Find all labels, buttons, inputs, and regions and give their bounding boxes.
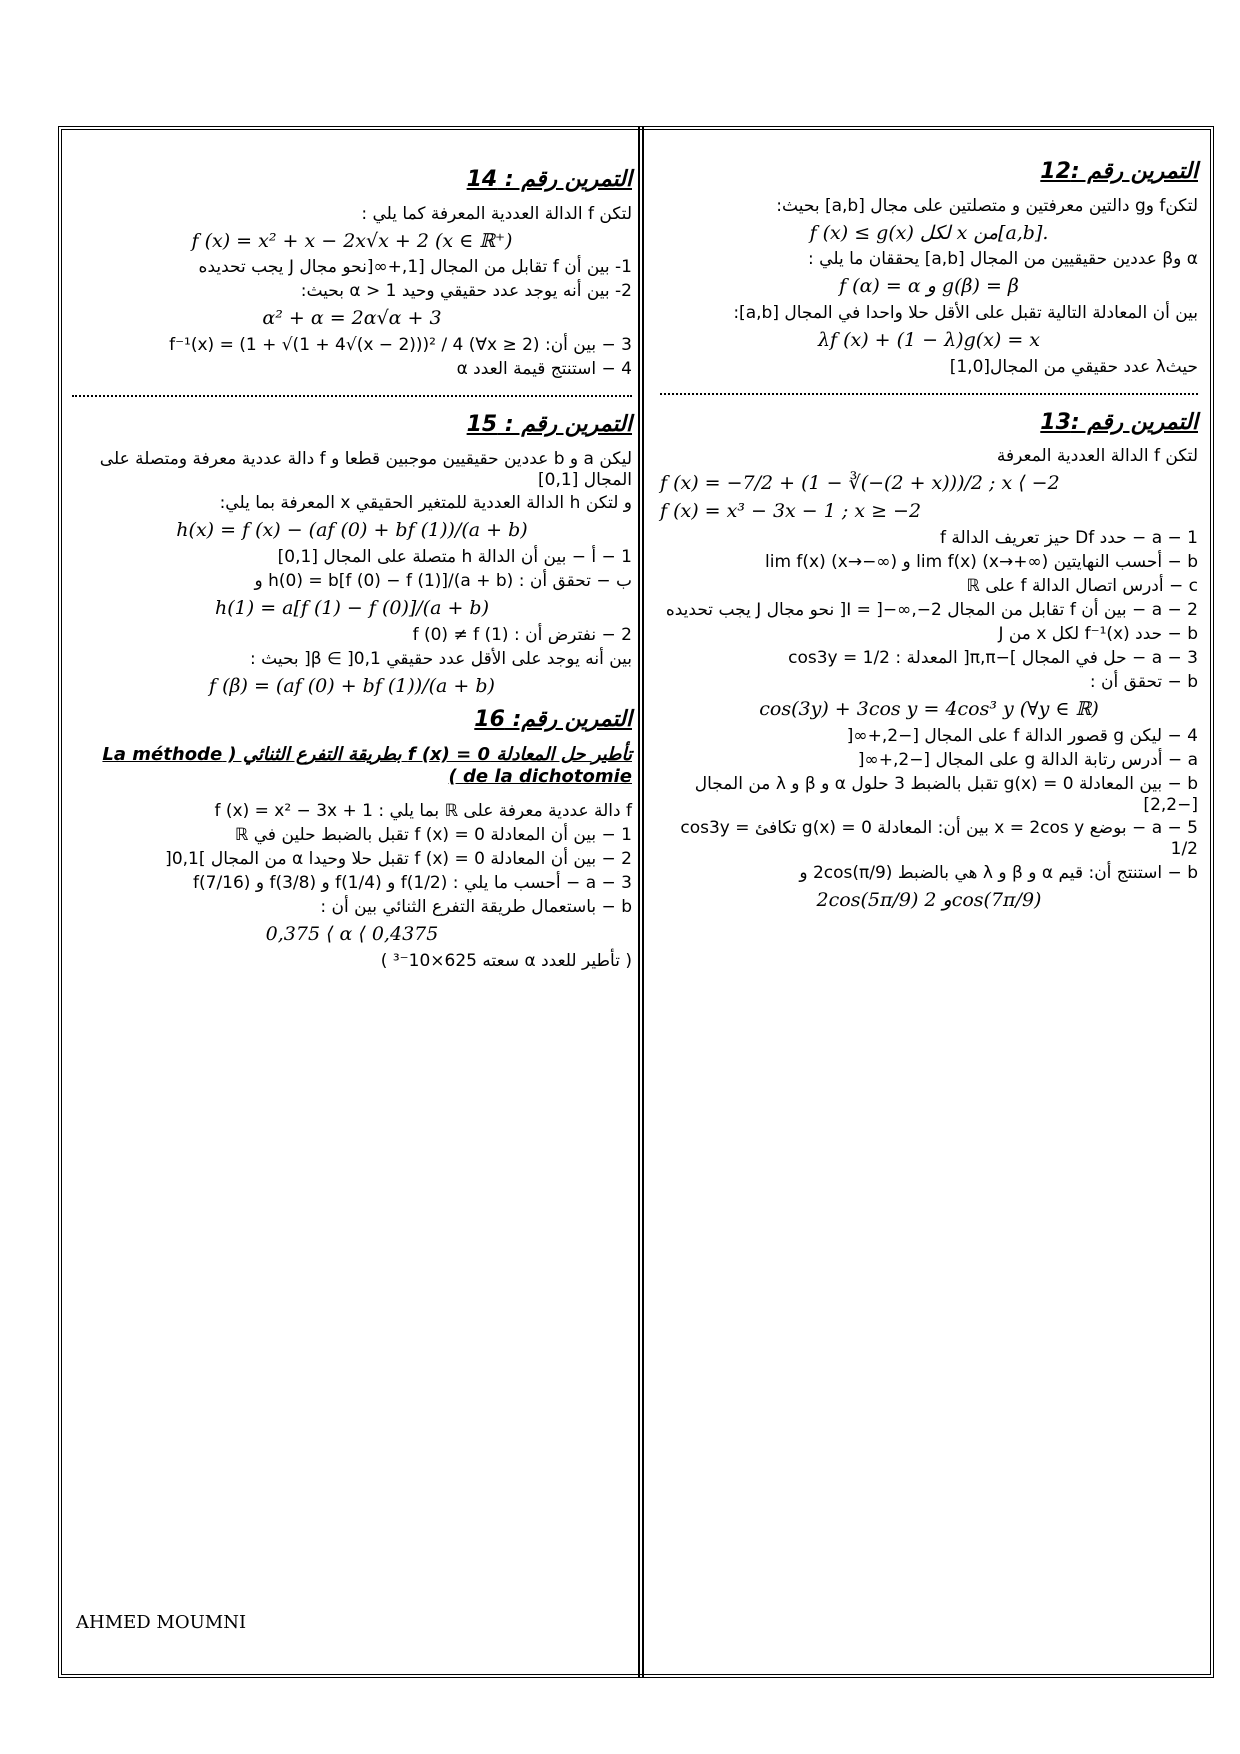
ex13-line: c − أدرس اتصال الدالة f على ℝ: [966, 575, 1198, 596]
ex14-line: 2- بين أنه يوجد عدد حقيقي وحيد α > 1 بحيث:: [300, 281, 632, 302]
ex13-line: f (x) = −7/2 + (1 − ∛(−(2 + x)))/2 ; x ⟨ −2: [660, 472, 1060, 495]
ex14-line: 4 − استنتج قيمة العدد α: [456, 359, 632, 379]
ex15-line: ليكن a و b عددين حقيقيين موجبين قطعا و f دالة عددية معرفة ومتصلة على المجال [0,1]: [99, 448, 632, 490]
ex12-line: λf (x) + (1 − λ)g(x) = x: [817, 329, 1041, 351]
ex13-line: 4 − ليكن g قصور الدالة f على المجال [−2,+∞[: [846, 725, 1198, 746]
ex13-line: b − بين المعادلة g(x) = 0 تقبل بالضبط 3 حلول α و β و λ من المجال [−2,2]: [694, 773, 1198, 815]
ex12-line: بين أن المعادلة التالية تقبل على الأقل حلا واحدا في المجال [a,b]:: [733, 303, 1198, 323]
ex16-line: ( تأطير للعدد α سعته 625×10⁻³ ): [380, 950, 632, 971]
ex13-line: cos(3y) + 3cos y = 4cos³ y (∀y ∈ ℝ): [759, 697, 1099, 720]
ex15-line: 1 − أ − بين أن الدالة h متصلة على المجال [0,1]: [277, 546, 632, 567]
ex15-line: 2 − نفترض أن : f (0) ≠ f (1): [412, 624, 632, 645]
exercise-12-title: التمرين رقم :12: [1040, 159, 1198, 184]
ex16-heading: تأطير حل المعادلة f (x) = 0 بطريقة التفرع الثنائي ( La méthode de la dichotomie ): [102, 743, 632, 788]
ex15-line: h(x) = f (x) − (af (0) + bf (1))/(a + b): [176, 519, 528, 541]
ex16-line: b − باستعمال طريقة التفرع الثنائي بين أن :: [320, 896, 632, 917]
ex12-line: f (α) = α و g(β) = β: [839, 275, 1019, 298]
ex15-line: ب − تحقق أن : h(0) = b[f (0) − f (1)]/(a + b) و: [254, 570, 632, 591]
separator: [660, 393, 1198, 395]
separator: [72, 395, 632, 397]
ex14-line: لتكن f الدالة العددية المعرفة كما يلي :: [361, 203, 632, 224]
ex13-line: 2 − a − بين أن f تقابل من المجال I = ]−∞,−2[ نحو مجال J يجب تحديده: [665, 599, 1198, 620]
ex13-line: 2cos(5π/9) و 2cos(7π/9): [816, 888, 1042, 911]
ex13-line: 1 − a − حدد Df حيز تعريف الدالة f: [940, 527, 1198, 548]
ex15-line: بين أنه يوجد على الأقل عدد حقيقي β ∈ ]0,1[ بحيث :: [250, 648, 632, 669]
author-name: AHMED MOUMNI: [76, 1612, 247, 1633]
ex15-line: h(1) = a[f (1) − f (0)]/(a + b): [215, 596, 489, 619]
ex14-line: 3 − بين أن: f⁻¹(x) = (1 + √(1 + 4√(x − 2)))² / 4 (∀x ≥ 2): [169, 335, 632, 355]
ex13-line: f (x) = x³ − 3x − 1 ; x ≥ −2: [660, 500, 922, 522]
ex13-line: 5 − a − بوضع x = 2cos y بين أن: المعادلة g(x) = 0 تكافئ cos3y = 1/2: [680, 818, 1198, 860]
ex14-line: 1- بين أن f تقابل من المجال [1,+∞[نحو مجال J يجب تحديده: [198, 257, 632, 278]
ex16-line: f دالة عددية معرفة على ℝ بما يلي : f (x) = x² − 3x + 1: [214, 800, 632, 821]
ex16-line: 2 − بين أن المعادلة f (x) = 0 تقبل حلا وحيدا α من المجال ]0,1[: [165, 848, 632, 869]
exercise-16-title: التمرين رقم: 16: [474, 707, 632, 733]
ex12-line: f (x) ≤ g(x) لكل x من[a,b].: [809, 221, 1049, 244]
ex14-line: α² + α = 2α√α + 3: [262, 307, 442, 330]
ex16-line: 3 − a − أحسب ما يلي : f(1/2) و f(1/4) و f(3/8) و f(7/16): [193, 872, 632, 893]
exercise-14-title: التمرين رقم : 14: [466, 167, 632, 192]
ex12-line: حيثλ عدد حقيقي من المجال[1,0]: [949, 356, 1198, 377]
ex12-line: α وβ عددين حقيقيين من المجال [a,b] يحققان ما يلي :: [808, 249, 1198, 270]
column-divider: [638, 126, 644, 1678]
ex16-line: 1 − بين أن المعادلة f (x) = 0 تقبل بالضبط حلين في ℝ: [234, 824, 632, 845]
exercise-15-title: التمرين رقم : 15: [466, 412, 632, 437]
ex13-line: لتكن f الدالة العددية المعرفة: [996, 446, 1198, 467]
ex13-line: a − أدرس رتابة الدالة g على المجال [−2,+∞[: [857, 749, 1198, 770]
right-column: [660, 150, 1198, 916]
ex15-line: و لتكن h الدالة العددية للمتغير الحقيقي x المعرفة بما يلي:: [219, 493, 632, 513]
left-column: [72, 150, 632, 975]
ex13-line: b − حدد f⁻¹(x) لكل x من J: [998, 623, 1198, 644]
ex14-line: f (x) = x² + x − 2x√x + 2 (x ∈ ℝ⁺): [191, 229, 513, 252]
exercise-13-title: التمرين رقم :13: [1040, 409, 1198, 435]
ex15-line: f (β) = (af (0) + bf (1))/(a + b): [209, 674, 495, 697]
ex13-line: b − استنتج أن: قيم α و β و λ هي بالضبط 2cos(π/9) و: [799, 862, 1198, 883]
ex13-line: b − تحقق أن :: [1089, 671, 1198, 692]
ex16-line: 0,375 ⟨ α ⟨ 0,4375: [265, 922, 439, 945]
ex13-line: 3 − a − حل في المجال ]−π,π[ المعدلة : cos3y = 1/2: [788, 647, 1198, 668]
ex12-line: لتكنf وg دالتين معرفتين و متصلتين على مجال [a,b] بحيث:: [776, 195, 1198, 216]
ex13-line: b − أحسب النهايتين lim f(x) (x→+∞) و lim f(x) (x→−∞): [765, 551, 1198, 572]
